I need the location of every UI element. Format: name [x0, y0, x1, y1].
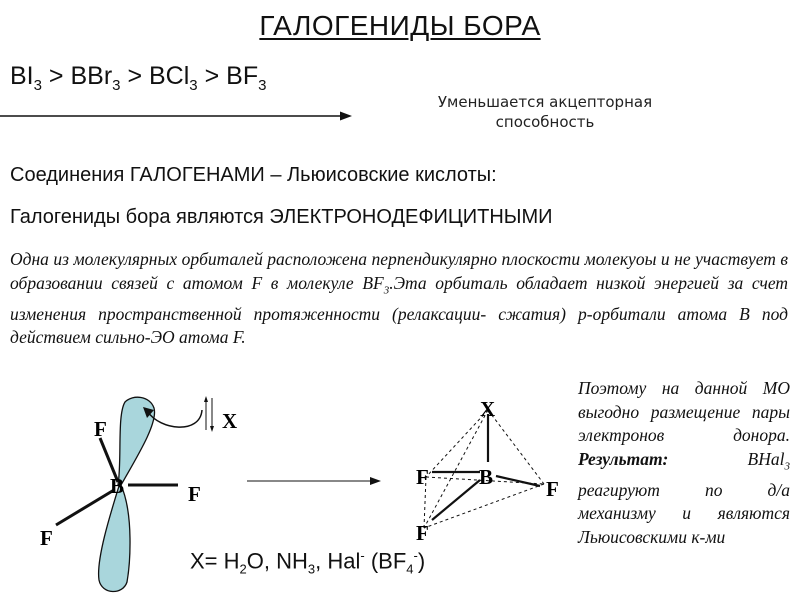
- adduct-atom-x: X: [480, 397, 496, 421]
- adduct-atom-f-lower: F: [416, 521, 429, 545]
- trend-arrow: [0, 110, 360, 122]
- series-compound: BCl$_3$: [149, 62, 198, 94]
- donor-x: X: [222, 409, 238, 433]
- statement-lewis-acids: Соединения ГАЛОГЕНАМИ – Льюисовские кислоты:: [10, 164, 497, 186]
- p-orbital-lower-lobe: [99, 485, 130, 592]
- slide-title: ГАЛОГЕНИДЫ БОРА: [259, 10, 541, 41]
- atom-f-upper: F: [94, 417, 107, 441]
- series-separator: >: [120, 62, 149, 90]
- side-note: Поэтому на данной МО выгодно размещение пары электронов донора. Результат: BHal$_3$ реагируют по д/а механизму и являются Льюисовскими к-ми: [578, 378, 790, 547]
- series-compound: BBr$_3$: [70, 62, 121, 94]
- adduct-atom-f-right: F: [546, 477, 559, 501]
- atom-f-lower: F: [40, 526, 53, 550]
- donor-definition: $X= H_2O$, $NH_3$, Hal- $(BF_4^-)$: [190, 548, 426, 577]
- adduct-atom-f-left: F: [416, 465, 429, 489]
- acidity-series: [10, 62, 266, 94]
- atom-b: B: [110, 474, 125, 498]
- donor-curved-arrow: [148, 410, 202, 427]
- series-compound: $BI_3$: [10, 62, 42, 94]
- result-label: Результат:: [578, 448, 669, 469]
- adduct-atom-b: B: [479, 465, 494, 489]
- statement-electron-deficient: Галогениды бора являются ЭЛЕКТРОНОДЕФИЦИТНЫМИ: [10, 206, 553, 228]
- bond-b-f-lower: [56, 490, 114, 525]
- atom-f-right: F: [188, 482, 201, 506]
- series-compound: $BF_3$: [226, 62, 267, 94]
- reaction-arrow: [245, 474, 385, 488]
- trend-label: Уменьшается акцепторная способность: [437, 93, 653, 131]
- orbital-paragraph: Одна из молекулярных орбиталей расположена перпендикулярно плоскости молекуоы и не участвует в образовании связей с атомом F в молекуле $BF_3.Эта$ орбиталь обладает низкой энергией за счет изменения пространственной протяженности (релаксации- сжатия) р-орбитали атома В под действием сильно-ЭО атома F.: [10, 249, 788, 347]
- adduct-tetrahedron: [400, 392, 570, 552]
- series-separator: >: [197, 62, 227, 90]
- series-separator: >: [41, 62, 71, 90]
